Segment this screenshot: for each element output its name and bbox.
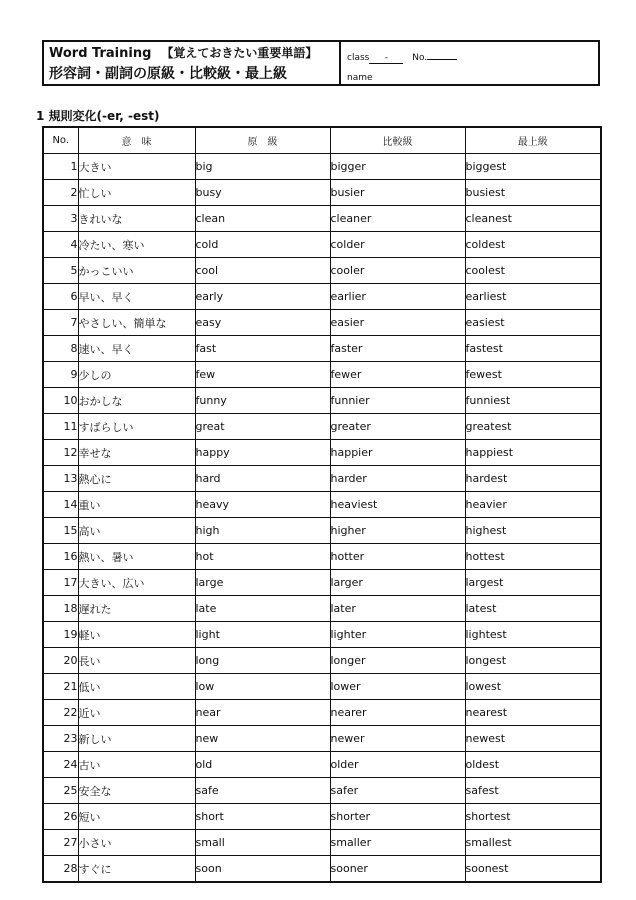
meaning-cell: 近い <box>78 700 195 726</box>
worksheet-title-sub: 【覚えておきたい重要単語】 <box>161 46 318 60</box>
superlative-cell: fewest <box>465 362 601 388</box>
superlative-cell: hardest <box>465 466 601 492</box>
superlative-cell: fastest <box>465 336 601 362</box>
superlative-cell: latest <box>465 596 601 622</box>
meaning-cell: 大きい、広い <box>78 570 195 596</box>
comparative-cell: lower <box>330 674 465 700</box>
superlative-cell: safest <box>465 778 601 804</box>
word-rows <box>43 154 601 883</box>
table-row <box>43 830 601 856</box>
table-header-row <box>43 127 601 154</box>
superlative-cell: earliest <box>465 284 601 310</box>
meaning-cell: 高い <box>78 518 195 544</box>
meaning-cell: 熱い、暑い <box>78 544 195 570</box>
table-row <box>43 414 601 440</box>
table-row <box>43 778 601 804</box>
row-number: 6 <box>43 284 78 310</box>
meaning-cell: 小さい <box>78 830 195 856</box>
row-number: 26 <box>43 804 78 830</box>
table-row <box>43 622 601 648</box>
positive-cell: busy <box>195 180 330 206</box>
row-number: 3 <box>43 206 78 232</box>
table-row <box>43 466 601 492</box>
table-row <box>43 648 601 674</box>
table-row <box>43 674 601 700</box>
superlative-cell: newest <box>465 726 601 752</box>
positive-cell: high <box>195 518 330 544</box>
meaning-cell: 熱心に <box>78 466 195 492</box>
class-field[interactable] <box>369 53 403 64</box>
worksheet-title: Word Training <box>49 46 152 61</box>
superlative-cell: greatest <box>465 414 601 440</box>
superlative-cell: biggest <box>465 154 601 180</box>
class-number-row <box>347 49 457 64</box>
superlative-cell: coldest <box>465 232 601 258</box>
comparative-cell: hotter <box>330 544 465 570</box>
comparative-cell: harder <box>330 466 465 492</box>
comparative-cell: smaller <box>330 830 465 856</box>
meaning-cell: 速い、早く <box>78 336 195 362</box>
table-row <box>43 726 601 752</box>
row-number: 17 <box>43 570 78 596</box>
comparative-cell: earlier <box>330 284 465 310</box>
positive-cell: short <box>195 804 330 830</box>
comparative-cell: cooler <box>330 258 465 284</box>
table-row <box>43 596 601 622</box>
row-number: 2 <box>43 180 78 206</box>
worksheet-header <box>42 40 600 86</box>
positive-cell: safe <box>195 778 330 804</box>
comparative-cell: bigger <box>330 154 465 180</box>
positive-cell: few <box>195 362 330 388</box>
meaning-cell: 古い <box>78 752 195 778</box>
table-row <box>43 804 601 830</box>
class-separator: - <box>384 53 388 63</box>
table-row <box>43 492 601 518</box>
meaning-cell: 重い <box>78 492 195 518</box>
comparative-cell: happier <box>330 440 465 466</box>
superlative-cell: cleanest <box>465 206 601 232</box>
positive-cell: funny <box>195 388 330 414</box>
comparative-cell: heaviest <box>330 492 465 518</box>
comparative-cell: funnier <box>330 388 465 414</box>
comparative-cell: larger <box>330 570 465 596</box>
positive-cell: hard <box>195 466 330 492</box>
positive-cell: cold <box>195 232 330 258</box>
superlative-cell: lowest <box>465 674 601 700</box>
positive-cell: old <box>195 752 330 778</box>
meaning-cell: 幸せな <box>78 440 195 466</box>
superlative-cell: highest <box>465 518 601 544</box>
positive-cell: big <box>195 154 330 180</box>
header-comparative: 比較級 <box>330 127 465 154</box>
table-row <box>43 284 601 310</box>
row-number: 14 <box>43 492 78 518</box>
positive-cell: cool <box>195 258 330 284</box>
row-number: 28 <box>43 856 78 883</box>
meaning-cell: 冷たい、寒い <box>78 232 195 258</box>
comparative-cell: older <box>330 752 465 778</box>
comparative-cell: nearer <box>330 700 465 726</box>
superlative-cell: nearest <box>465 700 601 726</box>
row-number: 10 <box>43 388 78 414</box>
word-table <box>42 126 602 883</box>
superlative-cell: happiest <box>465 440 601 466</box>
row-number: 24 <box>43 752 78 778</box>
superlative-cell: soonest <box>465 856 601 883</box>
positive-cell: fast <box>195 336 330 362</box>
table-row <box>43 154 601 180</box>
table-row <box>43 232 601 258</box>
comparative-cell: easier <box>330 310 465 336</box>
table-row <box>43 700 601 726</box>
row-number: 7 <box>43 310 78 336</box>
row-number: 22 <box>43 700 78 726</box>
table-row <box>43 362 601 388</box>
row-number: 23 <box>43 726 78 752</box>
superlative-cell: coolest <box>465 258 601 284</box>
positive-cell: happy <box>195 440 330 466</box>
comparative-cell: fewer <box>330 362 465 388</box>
positive-cell: heavy <box>195 492 330 518</box>
header-positive: 原 級 <box>195 127 330 154</box>
superlative-cell: longest <box>465 648 601 674</box>
no-field[interactable] <box>427 49 457 60</box>
positive-cell: soon <box>195 856 330 883</box>
comparative-cell: shorter <box>330 804 465 830</box>
positive-cell: low <box>195 674 330 700</box>
table-row <box>43 206 601 232</box>
positive-cell: long <box>195 648 330 674</box>
table-row <box>43 258 601 284</box>
superlative-cell: shortest <box>465 804 601 830</box>
meaning-cell: 少しの <box>78 362 195 388</box>
worksheet-subtitle: 形容詞・副詞の原級・比較級・最上級 <box>49 66 287 82</box>
header-meaning: 意 味 <box>78 127 195 154</box>
header-no: No. <box>43 127 78 154</box>
table-row <box>43 310 601 336</box>
row-number: 21 <box>43 674 78 700</box>
superlative-cell: largest <box>465 570 601 596</box>
meaning-cell: すばらしい <box>78 414 195 440</box>
positive-cell: small <box>195 830 330 856</box>
table-row <box>43 388 601 414</box>
comparative-cell: later <box>330 596 465 622</box>
meaning-cell: 忙しい <box>78 180 195 206</box>
table-row <box>43 180 601 206</box>
meaning-cell: 新しい <box>78 726 195 752</box>
table-row <box>43 856 601 883</box>
meaning-cell: 安全な <box>78 778 195 804</box>
section-title: 1 規則変化(-er, -est) <box>36 109 160 123</box>
title-line <box>49 43 339 64</box>
name-row <box>347 73 373 83</box>
meaning-cell: かっこいい <box>78 258 195 284</box>
row-number: 20 <box>43 648 78 674</box>
student-info-block <box>341 42 598 84</box>
positive-cell: late <box>195 596 330 622</box>
meaning-cell: 大きい <box>78 154 195 180</box>
comparative-cell: sooner <box>330 856 465 883</box>
comparative-cell: lighter <box>330 622 465 648</box>
superlative-cell: heavier <box>465 492 601 518</box>
superlative-cell: funniest <box>465 388 601 414</box>
comparative-cell: greater <box>330 414 465 440</box>
row-number: 18 <box>43 596 78 622</box>
meaning-cell: すぐに <box>78 856 195 883</box>
row-number: 8 <box>43 336 78 362</box>
row-number: 4 <box>43 232 78 258</box>
row-number: 16 <box>43 544 78 570</box>
table-row <box>43 518 601 544</box>
comparative-cell: busier <box>330 180 465 206</box>
table-row <box>43 336 601 362</box>
meaning-cell: 遅れた <box>78 596 195 622</box>
superlative-cell: lightest <box>465 622 601 648</box>
superlative-cell: oldest <box>465 752 601 778</box>
comparative-cell: faster <box>330 336 465 362</box>
row-number: 27 <box>43 830 78 856</box>
comparative-cell: colder <box>330 232 465 258</box>
class-label: class <box>347 53 370 63</box>
row-number: 25 <box>43 778 78 804</box>
meaning-cell: 短い <box>78 804 195 830</box>
positive-cell: light <box>195 622 330 648</box>
meaning-cell: やさしい、簡単な <box>78 310 195 336</box>
comparative-cell: safer <box>330 778 465 804</box>
superlative-cell: busiest <box>465 180 601 206</box>
positive-cell: near <box>195 700 330 726</box>
header-superlative: 最上級 <box>465 127 601 154</box>
meaning-cell: 低い <box>78 674 195 700</box>
positive-cell: hot <box>195 544 330 570</box>
comparative-cell: higher <box>330 518 465 544</box>
meaning-cell: 長い <box>78 648 195 674</box>
positive-cell: clean <box>195 206 330 232</box>
table-row <box>43 570 601 596</box>
comparative-cell: newer <box>330 726 465 752</box>
table-row <box>43 752 601 778</box>
positive-cell: great <box>195 414 330 440</box>
row-number: 12 <box>43 440 78 466</box>
table-row <box>43 440 601 466</box>
superlative-cell: easiest <box>465 310 601 336</box>
row-number: 5 <box>43 258 78 284</box>
name-label: name <box>347 73 373 83</box>
positive-cell: large <box>195 570 330 596</box>
table-row <box>43 544 601 570</box>
row-number: 15 <box>43 518 78 544</box>
meaning-cell: 早い、早く <box>78 284 195 310</box>
no-label: No. <box>412 53 428 63</box>
positive-cell: easy <box>195 310 330 336</box>
positive-cell: new <box>195 726 330 752</box>
meaning-cell: きれいな <box>78 206 195 232</box>
row-number: 9 <box>43 362 78 388</box>
superlative-cell: hottest <box>465 544 601 570</box>
header-title-block <box>44 42 341 84</box>
comparative-cell: cleaner <box>330 206 465 232</box>
meaning-cell: 軽い <box>78 622 195 648</box>
superlative-cell: smallest <box>465 830 601 856</box>
row-number: 19 <box>43 622 78 648</box>
comparative-cell: longer <box>330 648 465 674</box>
meaning-cell: おかしな <box>78 388 195 414</box>
row-number: 1 <box>43 154 78 180</box>
row-number: 11 <box>43 414 78 440</box>
row-number: 13 <box>43 466 78 492</box>
positive-cell: early <box>195 284 330 310</box>
